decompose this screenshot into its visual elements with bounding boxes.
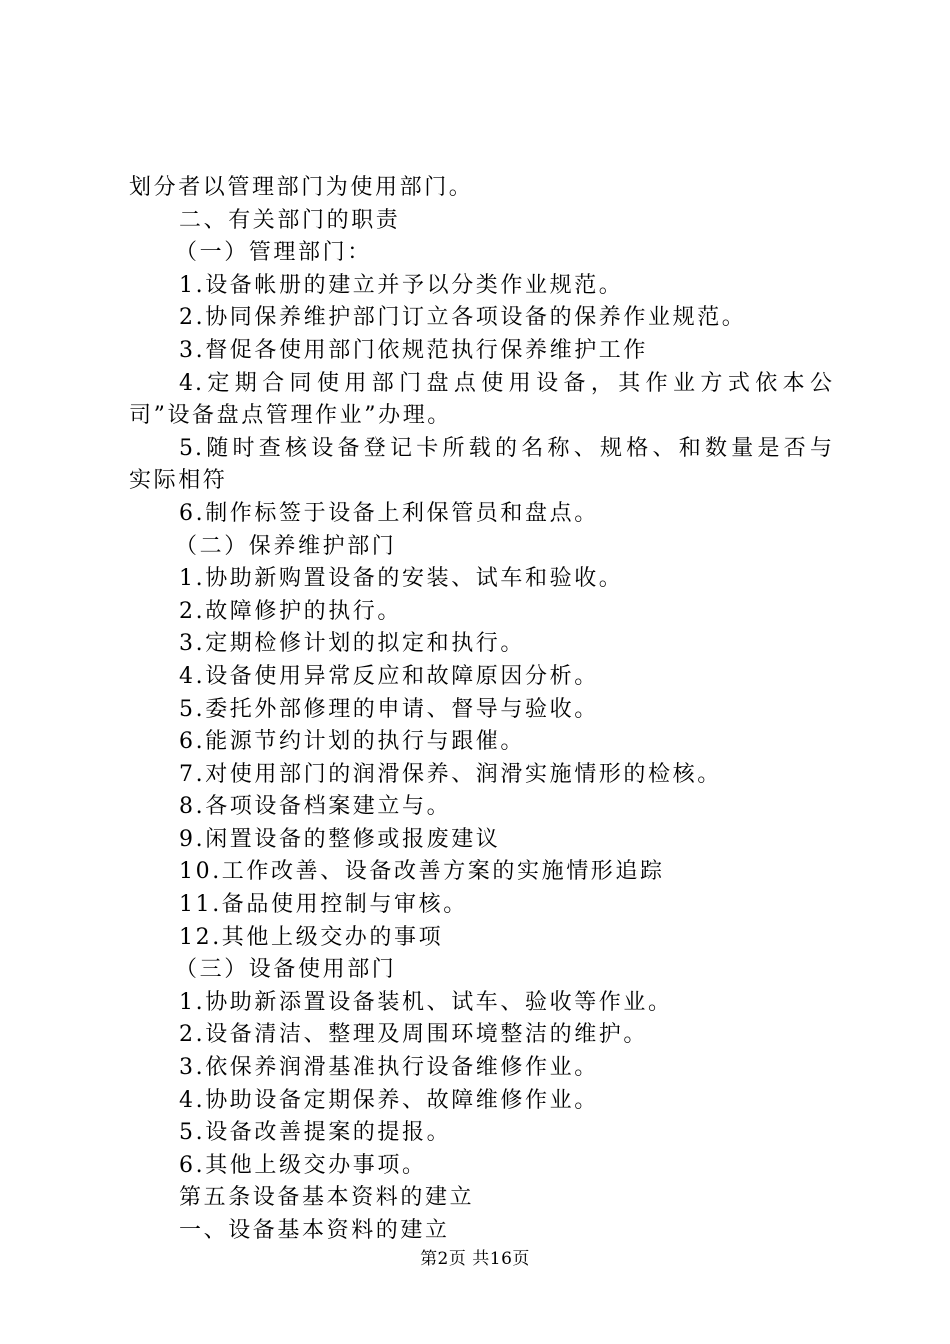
list-item: 2.故障修护的执行。 — [179, 598, 402, 624]
list-item: 10.工作改善、设备改善方案的实施情形追踪 — [179, 859, 665, 885]
page-number-footer: 第2页 共16页 — [420, 1249, 530, 1269]
list-item: 4.协助设备定期保养、故障维修作业。 — [179, 1087, 599, 1113]
text-line: 划分者以管理部门为使用部门。 — [129, 175, 474, 200]
section-heading: 二、有关部门的职责 — [179, 207, 401, 233]
list-item: 1.协助新购置设备的安装、试车和验收。 — [179, 566, 624, 592]
list-item: 6.其他上级交办事项。 — [179, 1152, 427, 1178]
list-item: 12.其他上级交办的事项 — [179, 924, 444, 950]
list-item: 6.能源节约计划的执行与跟催。 — [179, 729, 525, 755]
list-item: 3.定期检修计划的拟定和执行。 — [179, 631, 525, 657]
list-item: 3.督促各使用部门依规范执行保养维护工作 — [179, 337, 648, 363]
list-item: 9.闲置设备的整修或报废建议 — [179, 826, 501, 852]
text-line: 司”设备盘点管理作业”办理。 — [129, 403, 452, 429]
list-item: 5.设备改善提案的提报。 — [179, 1120, 452, 1146]
article-heading: 第五条设备基本资料的建立 — [179, 1185, 475, 1211]
list-item: 4.设备使用异常反应和故障原因分析。 — [179, 663, 599, 689]
list-item: 1.设备帐册的建立并予以分类作业规范。 — [179, 272, 624, 298]
list-item: 2.协同保养维护部门订立各项设备的保养作业规范。 — [179, 305, 747, 331]
subsection-heading: （三）设备使用部门 — [175, 957, 397, 983]
document-body — [129, 172, 834, 1248]
list-item: 4.定期合同使用部门盘点使用设备，其作业方式依本公 — [179, 370, 834, 396]
list-item: 3.依保养润滑基准执行设备维修作业。 — [179, 1055, 599, 1081]
list-item: 5.随时查核设备登记卡所载的名称、规格、和数量是否与 — [179, 435, 834, 461]
list-item: 6.制作标签于设备上利保管员和盘点。 — [179, 500, 599, 526]
list-item: 5.委托外部修理的申请、督导与验收。 — [179, 696, 599, 722]
section-heading: 一、设备基本资料的建立 — [179, 1218, 450, 1243]
subsection-heading: （二）保养维护部门 — [175, 533, 397, 559]
list-item: 7.对使用部门的润滑保养、润滑实施情形的检核。 — [179, 761, 722, 787]
text-line: 实际相符 — [129, 468, 228, 494]
list-item: 2.设备清洁、整理及周围环境整洁的维护。 — [179, 1022, 648, 1048]
list-item: 11.备品使用控制与审核。 — [179, 892, 468, 918]
list-item: 1.协助新添置设备装机、试车、验收等作业。 — [179, 989, 673, 1015]
subsection-heading: （一）管理部门： — [175, 240, 372, 266]
list-item: 8.各项设备档案建立与。 — [179, 794, 452, 820]
